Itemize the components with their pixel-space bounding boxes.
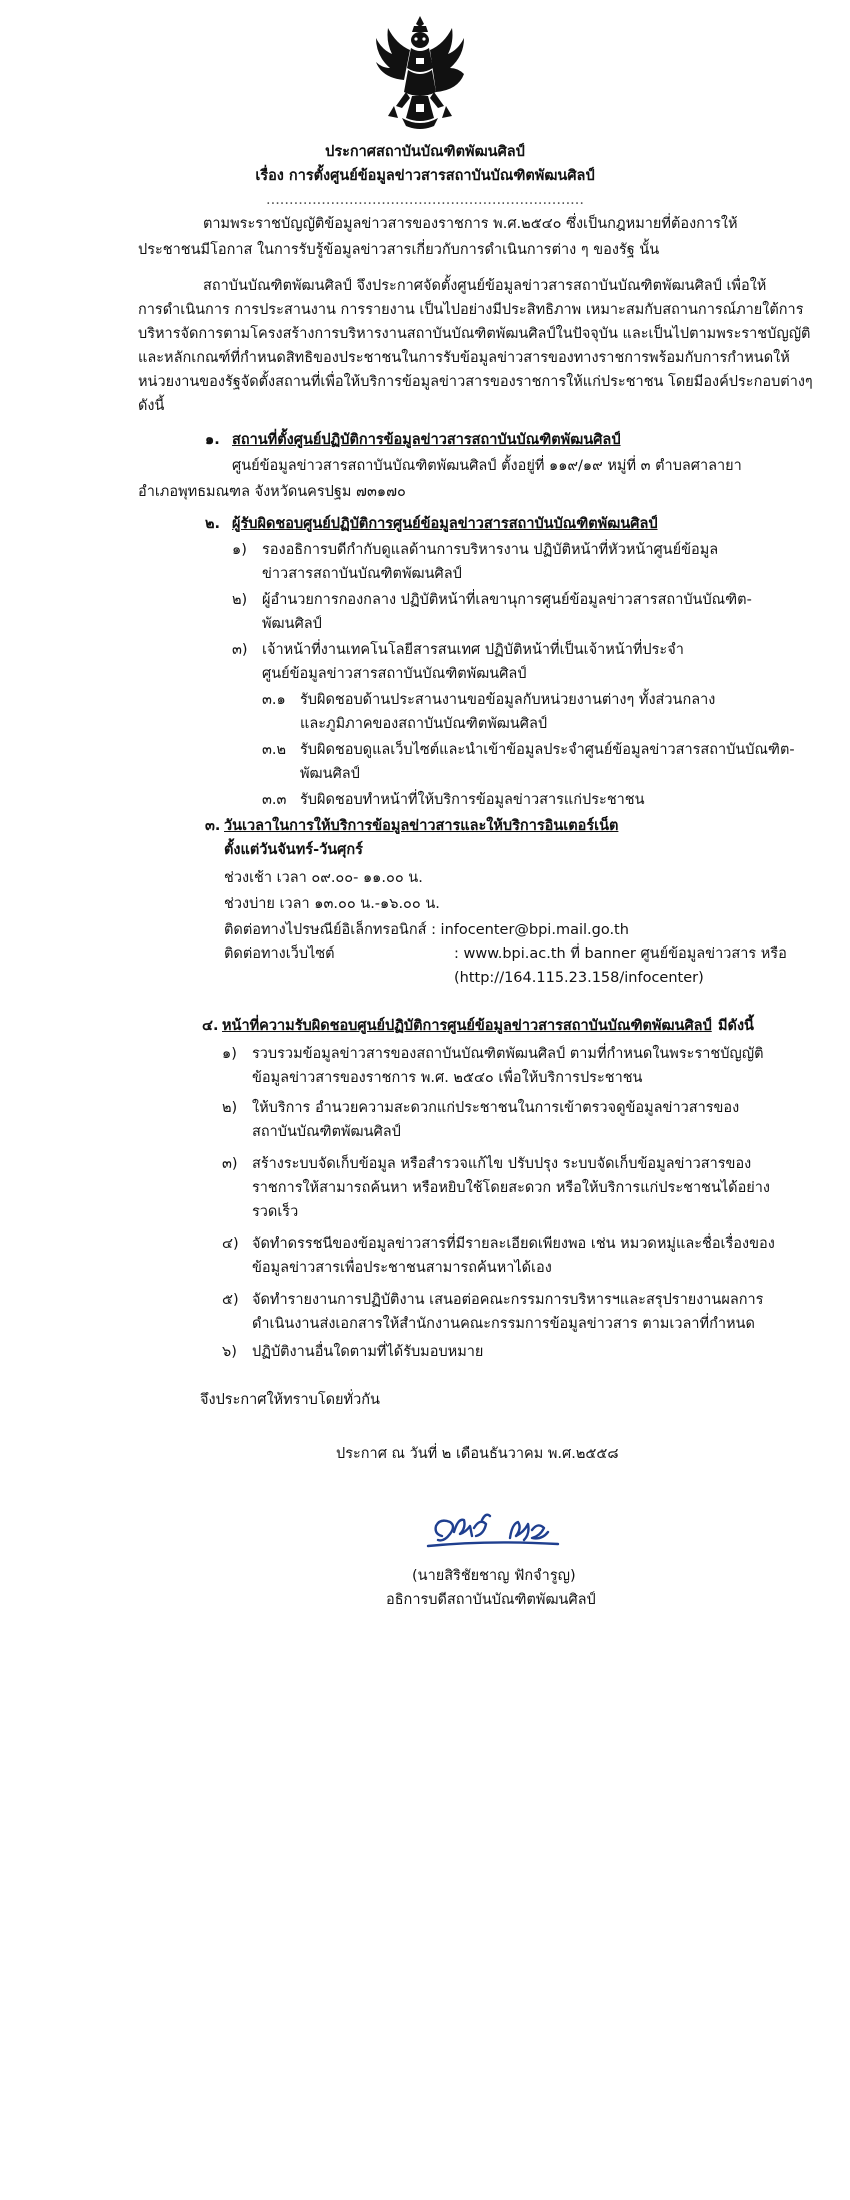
sub-item: รับผิดชอบทำหน้าที่ให้บริการข้อมูลข่าวสารแก่ประชาชน [300,792,645,808]
service-morning: ช่วงเช้า เวลา ๐๙.๐๐- ๑๑.๐๐ น. [224,870,423,886]
section-1-number: ๑. [205,432,220,448]
closing-announcement: จึงประกาศให้ทราบโดยทั่วกัน [200,1392,380,1408]
signature-icon [424,1502,564,1558]
list-item: ผู้อำนวยการกองกลาง ปฏิบัติหน้าที่เลขานุการศูนย์ข้อมูลข่าวสารสถาบันบัณฑิต- [262,592,752,608]
header-divider: ..................................................................... [265,192,585,208]
sub-item: พัฒนศิลป์ [300,766,360,782]
list-item-number: ๓) [222,1156,238,1172]
list-item-number: ๓) [232,642,248,658]
list-item: ข้อมูลข่าวสารเพื่อประชาชนสามารถค้นหาได้เอง [252,1260,552,1276]
list-item: พัฒนศิลป์ [262,616,322,632]
section-3-number: ๓. [205,818,221,834]
intro-line: หน่วยงานของรัฐจัดตั้งสถานที่เพื่อให้บริการข้อมูลข่าวสารของราชการให้แก่ประชาชน โดยมีองค์ประกอบต่างๆ [138,374,813,390]
list-item: จัดทำดรรชนีของข้อมูลข่าวสารที่มีรายละเอียดเพียงพอ เช่น หมวดหมู่และชื่อเรื่องของ [252,1236,775,1252]
list-item: รวบรวมข้อมูลข่าวสารของสถาบันบัณฑิตพัฒนศิลป์ ตามที่กำหนดในพระราชบัญญัติ [252,1046,764,1062]
list-item: จัดทำรายงานการปฏิบัติงาน เสนอต่อคณะกรรมการบริหารฯและสรุปรายงานผลการ [252,1292,764,1308]
document-title: ประกาศสถาบันบัณฑิตพัฒนศิลป์ [325,144,525,160]
section-1-heading: สถานที่ตั้งศูนย์ปฏิบัติการข้อมูลข่าวสารสถาบันบัณฑิตพัฒนศิลป์ [232,432,621,448]
list-item: ให้บริการ อำนวยความสะดวกแก่ประชาชนในการเข้าตรวจดูข้อมูลข่าวสารของ [252,1100,740,1116]
list-item: เจ้าหน้าที่งานเทคโนโลยีสารสนเทศ ปฏิบัติหน้าที่เป็นเจ้าหน้าที่ประจำ [262,642,684,658]
contact-web-label: ติดต่อทางเว็บไซต์ [224,946,335,962]
service-days: ตั้งแต่วันจันทร์-วันศุกร์ [224,842,363,858]
list-item: ราชการให้สามารถค้นหา หรือหยิบใช้โดยสะดวก หรือให้บริการแก่ประชาชนได้อย่าง [252,1180,770,1196]
contact-web-url: (http://164.115.23.158/infocenter) [454,970,704,986]
list-item-number: ๑) [222,1046,237,1062]
list-item-number: ๕) [222,1292,239,1308]
section-4-heading: หน้าที่ความรับผิดชอบศูนย์ปฏิบัติการศูนย์ข้อมูลข่าวสารสถาบันบัณฑิตพัฒนศิลป์ [222,1018,712,1034]
section-4-heading-tail: มีดังนี้ [718,1018,754,1034]
intro-line: บริหารจัดการตามโครงสร้างการบริหารงานสถาบันบัณฑิตพัฒนศิลป์ในปัจจุบัน และเป็นไปตามพระราชบัญญัติ [138,326,811,342]
list-item-number: ๑) [232,542,247,558]
intro-line: ดังนี้ [138,398,165,414]
list-item: สถาบันบัณฑิตพัฒนศิลป์ [252,1124,401,1140]
signatory-position: อธิการบดีสถาบันบัณฑิตพัฒนศิลป์ [386,1592,596,1608]
intro-line: ตามพระราชบัญญัติข้อมูลข่าวสารของราชการ พ.ศ.๒๕๔๐ ซึ่งเป็นกฎหมายที่ต้องการให้ [203,216,738,232]
section-1-line: ศูนย์ข้อมูลข่าวสารสถาบันบัณฑิตพัฒนศิลป์ ตั้งอยู่ที่ ๑๑๙/๑๙ หมู่ที่ ๓ ตำบลศาลายา [232,458,742,474]
sub-item: และภูมิภาคของสถาบันบัณฑิตพัฒนศิลป์ [300,716,548,732]
list-item-number: ๒) [232,592,248,608]
section-4-number: ๔. [202,1018,219,1034]
intro-line: การดำเนินการ การประสานงาน การรายงาน เป็นไปอย่างมีประสิทธิภาพ เหมาะสมกับสถานการณ์ภายใต้การ [138,302,804,318]
signatory-name: (นายสิริชัยชาญ ฟักจำรูญ) [412,1568,576,1584]
list-item: รวดเร็ว [252,1204,299,1220]
contact-web-value: : www.bpi.ac.th ที่ banner ศูนย์ข้อมูลข่าวสาร หรือ [454,946,787,962]
sub-item-number: ๓.๒ [262,742,287,758]
garuda-emblem-icon [372,14,468,132]
announcement-date: ประกาศ ณ วันที่ ๒ เดือนธันวาคม พ.ศ.๒๕๕๘ [336,1446,619,1462]
intro-line: ประชาชนมีโอกาส ในการรับรู้ข้อมูลข่าวสารเกี่ยวกับการดำเนินการต่าง ๆ ของรัฐ นั้น [138,242,660,258]
list-item: ข้อมูลข่าวสารของราชการ พ.ศ. ๒๕๔๐ เพื่อให้บริการประชาชน [252,1070,643,1086]
section-2-heading: ผู้รับผิดชอบศูนย์ปฏิบัติการศูนย์ข้อมูลข่าวสารสถาบันบัณฑิตพัฒนศิลป์ [232,516,658,532]
list-item-number: ๔) [222,1236,239,1252]
section-3-heading: วันเวลาในการให้บริการข้อมูลข่าวสารและให้บริการอินเตอร์เน็ต [224,818,619,834]
list-item: รองอธิการบดีกำกับดูแลด้านการบริหารงาน ปฏิบัติหน้าที่หัวหน้าศูนย์ข้อมูล [262,542,719,558]
document-subject: เรื่อง การตั้งศูนย์ข้อมูลข่าวสารสถาบันบัณฑิตพัฒนศิลป์ [255,168,595,184]
list-item: ศูนย์ข้อมูลข่าวสารสถาบันบัณฑิตพัฒนศิลป์ [262,666,527,682]
service-afternoon: ช่วงบ่าย เวลา ๑๓.๐๐ น.-๑๖.๐๐ น. [224,896,440,912]
sub-item: รับผิดชอบด้านประสานงานขอข้อมูลกับหน่วยงานต่างๆ ทั้งส่วนกลาง [300,692,716,708]
intro-line: สถาบันบัณฑิตพัฒนศิลป์ จึงประกาศจัดตั้งศูนย์ข้อมูลข่าวสารสถาบันบัณฑิตพัฒนศิลป์ เพื่อให้ [203,278,767,294]
section-1-line: อำเภอพุทธมณฑล จังหวัดนครปฐม ๗๓๑๗๐ [138,484,406,500]
list-item: ข่าวสารสถาบันบัณฑิตพัฒนศิลป์ [262,566,462,582]
list-item-number: ๒) [222,1100,238,1116]
sub-item-number: ๓.๓ [262,792,287,808]
section-2-number: ๒. [205,516,221,532]
list-item: ปฏิบัติงานอื่นใดตามที่ได้รับมอบหมาย [252,1344,484,1360]
sub-item: รับผิดชอบดูแลเว็บไซต์และนำเข้าข้อมูลประจำศูนย์ข้อมูลข่าวสารสถาบันบัณฑิต- [300,742,795,758]
sub-item-number: ๓.๑ [262,692,286,708]
list-item: สร้างระบบจัดเก็บข้อมูล หรือสำรวจแก้ไข ปรับปรุง ระบบจัดเก็บข้อมูลข่าวสารของ [252,1156,752,1172]
list-item-number: ๖) [222,1344,237,1360]
intro-line: และหลักเกณฑ์ที่กำหนดสิทธิของประชาชนในการรับข้อมูลข่าวสารของทางราชการพร้อมกับการกำหนดให้ [138,350,790,366]
contact-email: ติดต่อทางไปรษณีย์อิเล็กทรอนิกส์ : infocenter@bpi.mail.go.th [224,922,629,938]
list-item: ดำเนินงานส่งเอกสารให้สำนักงานคณะกรรมการข้อมูลข่าวสาร ตามเวลาที่กำหนด [252,1316,755,1332]
